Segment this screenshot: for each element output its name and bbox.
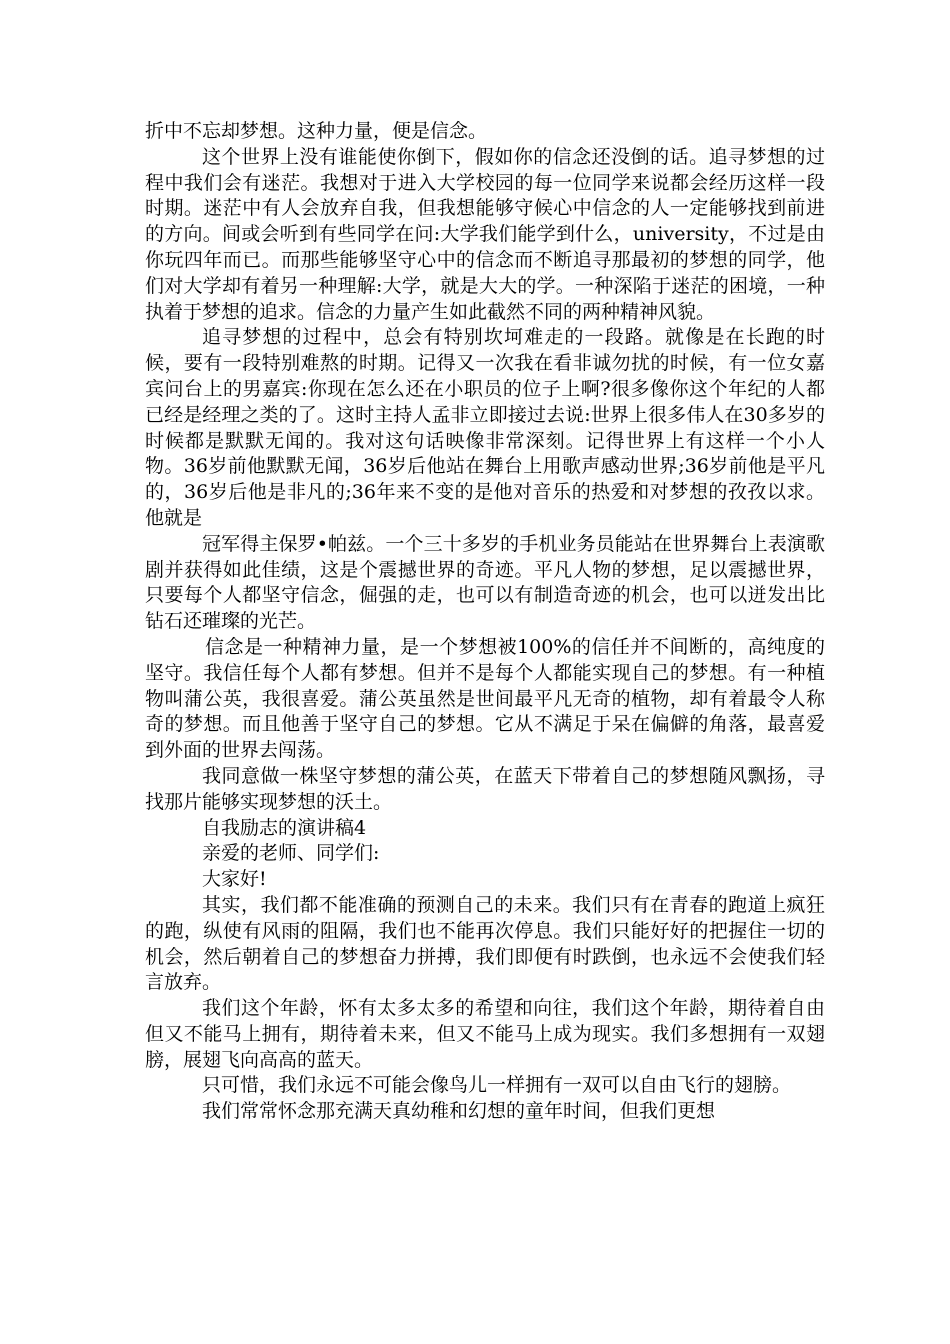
paragraph-2: 这个世界上没有谁能使你倒下，假如你的信念还没倒的话。追寻梦想的过程中我们会有迷茫。我想对于进入大学校园的每一位同学来说都会经历这样一段时期。迷茫中有人会放弃自我，但我想能够守候心中信念的人一定能够找到前进的方向。间或会听到有些同学在问:大学我们能学到什么，university，不过是由你玩四年而已。而那些能够坚守心中的信念而不断追寻那最初的梦想的同学，他们对大学却有着另一种理解:大学，就是大大的学。一种深陷于迷茫的困境，一种执着于梦想的追求。信念的力量产生如此截然不同的两种精神风貌。 xyxy=(145,145,825,323)
paragraph-10: 我们常常怀念那充满天真幼稚和幻想的童年时间，但我们更想 xyxy=(202,1100,716,1123)
paragraph-9: 只可惜，我们永远不可能会像鸟儿一样拥有一双可以自由飞行的翅膀。 xyxy=(202,1074,792,1097)
paragraph-4: 冠军得主保罗•帕兹。一个三十多岁的手机业务员能站在世界舞台上表演歌剧并获得如此佳绩，这是个震撼世界的奇迹。平凡人物的梦想，足以震撼世界，只要每个人都坚守信念，倔强的走，也可以有制造奇迹的机会，也可以迸发出比钻石还璀璨的光芒。 xyxy=(145,532,825,633)
paragraph-8: 我们这个年龄，怀有太多太多的希望和向往，我们这个年龄，期待着自由但又不能马上拥有，期待着未来，但又不能马上成为现实。我们多想拥有一双翅膀，展翅飞向高高的蓝天。 xyxy=(145,997,825,1071)
paragraph-1: 折中不忘却梦想。这种力量，便是信念。 xyxy=(145,120,488,142)
paragraph-6: 我同意做一株坚守梦想的蒲公英，在蓝天下带着自己的梦想随风飘扬，寻找那片能够实现梦想的沃土。 xyxy=(145,764,825,813)
paragraph-3: 追寻梦想的过程中，总会有特别坎坷难走的一段路。就像是在长跑的时候，要有一段特别难熬的时期。记得又一次我在看非诚勿扰的时候，有一位女嘉宾问台上的男嘉宾:你现在怎么还在小职员的位子上啊?很多像你这个年纪的人都已经是经理之类的了。这时主持人孟非立即接过去说:世界上很多伟人在30多岁的时候都是默默无闻的。我对这句话映像非常深刻。记得世界上有这样一个小人物。36岁前他默默无闻，36岁后他站在舞台上用歌声感动世界;36岁前他是平凡的，36岁后他是非凡的;36年来不变的是他对音乐的热爱和对梦想的孜孜以求。他就是 xyxy=(145,326,825,529)
speech-title: 自我励志的演讲稿4 xyxy=(202,816,367,839)
paragraph-5: 信念是一种精神力量，是一个梦想被100%的信任并不间断的，高纯度的坚守。我信任每个人都有梦想。但并不是每个人都能实现自己的梦想。有一种植物叫蒲公英，我很喜爱。蒲公英虽然是世间最平凡无奇的植物，却有着最令人称奇的梦想。而且他善于坚守自己的梦想。它从不满足于呆在偏僻的角落，最喜爱到外面的世界去闯荡。 xyxy=(145,635,825,762)
greeting: 大家好! xyxy=(202,868,267,891)
document-body xyxy=(145,119,825,1125)
paragraph-7: 其实，我们都不能准确的预测自己的未来。我们只有在青春的跑道上疯狂的跑，纵使有风雨的阻隔，我们也不能再次停息。我们只能好好的把握住一切的机会，然后朝着自己的梦想奋力拼搏，我们即便有时跌倒，也永远不会使我们轻言放弃。 xyxy=(145,893,825,994)
salutation: 亲爱的老师、同学们: xyxy=(202,842,380,865)
